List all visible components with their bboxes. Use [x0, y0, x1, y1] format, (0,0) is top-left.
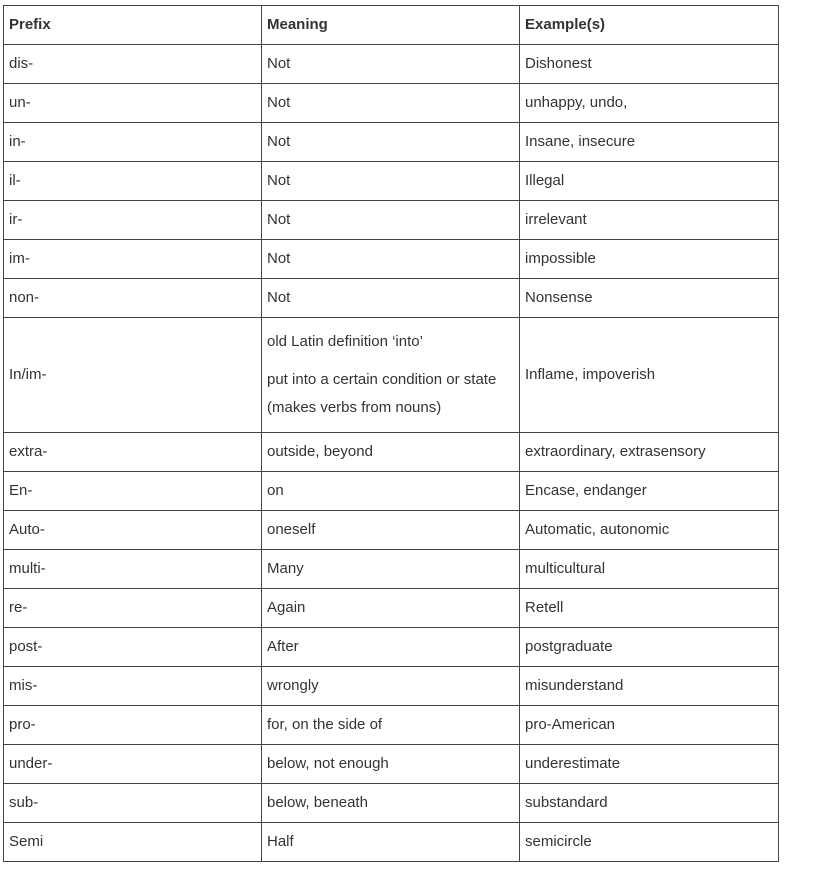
prefix-cell: mis-: [4, 667, 262, 706]
table-row: [4, 589, 779, 628]
examples-cell: Retell: [520, 589, 779, 628]
examples-cell: Inflame, impoverish: [520, 318, 779, 433]
examples-cell: irrelevant: [520, 201, 779, 240]
prefix-cell: pro-: [4, 706, 262, 745]
prefix-cell: non-: [4, 279, 262, 318]
examples-cell: Automatic, autonomic: [520, 511, 779, 550]
table-row: [4, 162, 779, 201]
meaning-cell: wrongly: [262, 667, 520, 706]
examples-cell: misunderstand: [520, 667, 779, 706]
examples-cell: postgraduate: [520, 628, 779, 667]
table-row: [4, 667, 779, 706]
examples-cell: Nonsense: [520, 279, 779, 318]
table-row: [4, 201, 779, 240]
table-row: [4, 745, 779, 784]
table-row: [4, 784, 779, 823]
table-header-row: [4, 6, 779, 45]
meaning-cell: Not: [262, 162, 520, 201]
meaning-line: put into a certain condition or state (makes verbs from nouns): [267, 371, 497, 416]
prefix-cell: post-: [4, 628, 262, 667]
table-row: [4, 550, 779, 589]
meaning-cell: Not: [262, 84, 520, 123]
header-examples: Example(s): [520, 6, 779, 45]
meaning-cell: below, beneath: [262, 784, 520, 823]
examples-cell: Dishonest: [520, 45, 779, 84]
prefix-cell: il-: [4, 162, 262, 201]
meaning-cell: Not: [262, 240, 520, 279]
meaning-cell: oneself: [262, 511, 520, 550]
examples-cell: Insane, insecure: [520, 123, 779, 162]
prefix-cell: In/im-: [4, 318, 262, 433]
prefix-cell: dis-: [4, 45, 262, 84]
meaning-cell: Not: [262, 201, 520, 240]
prefix-cell: sub-: [4, 784, 262, 823]
table-row: [4, 823, 779, 862]
examples-cell: extraordinary, extrasensory: [520, 433, 779, 472]
examples-cell: semicircle: [520, 823, 779, 862]
header-prefix: Prefix: [4, 6, 262, 45]
table-row: [4, 84, 779, 123]
meaning-cell: Many: [262, 550, 520, 589]
table-row: [4, 279, 779, 318]
meaning-cell: [262, 318, 520, 433]
prefix-cell: Auto-: [4, 511, 262, 550]
examples-cell: pro-American: [520, 706, 779, 745]
examples-cell: substandard: [520, 784, 779, 823]
table-row: [4, 628, 779, 667]
meaning-cell: on: [262, 472, 520, 511]
meaning-cell: After: [262, 628, 520, 667]
prefix-cell: Semi: [4, 823, 262, 862]
prefix-cell: multi-: [4, 550, 262, 589]
table-row: [4, 123, 779, 162]
prefix-table: [3, 5, 779, 862]
prefix-cell: re-: [4, 589, 262, 628]
examples-cell: impossible: [520, 240, 779, 279]
examples-cell: Illegal: [520, 162, 779, 201]
examples-cell: underestimate: [520, 745, 779, 784]
examples-cell: unhappy, undo,: [520, 84, 779, 123]
meaning-cell: Half: [262, 823, 520, 862]
prefix-cell: in-: [4, 123, 262, 162]
table-row: [4, 472, 779, 511]
meaning-cell: for, on the side of: [262, 706, 520, 745]
meaning-cell: Not: [262, 123, 520, 162]
meaning-line: old Latin definition ‘into’: [267, 333, 423, 350]
table-row: [4, 511, 779, 550]
meaning-cell: Not: [262, 279, 520, 318]
prefix-cell: ir-: [4, 201, 262, 240]
prefix-cell: En-: [4, 472, 262, 511]
prefix-cell: extra-: [4, 433, 262, 472]
table-row: [4, 45, 779, 84]
prefix-cell: under-: [4, 745, 262, 784]
table-row: [4, 240, 779, 279]
meaning-cell: Not: [262, 45, 520, 84]
table-row: [4, 706, 779, 745]
header-meaning: Meaning: [262, 6, 520, 45]
table-row: [4, 318, 779, 433]
examples-cell: multicultural: [520, 550, 779, 589]
table-row: [4, 433, 779, 472]
meaning-cell: outside, beyond: [262, 433, 520, 472]
prefix-cell: im-: [4, 240, 262, 279]
examples-cell: Encase, endanger: [520, 472, 779, 511]
meaning-cell: Again: [262, 589, 520, 628]
meaning-cell: below, not enough: [262, 745, 520, 784]
prefix-cell: un-: [4, 84, 262, 123]
